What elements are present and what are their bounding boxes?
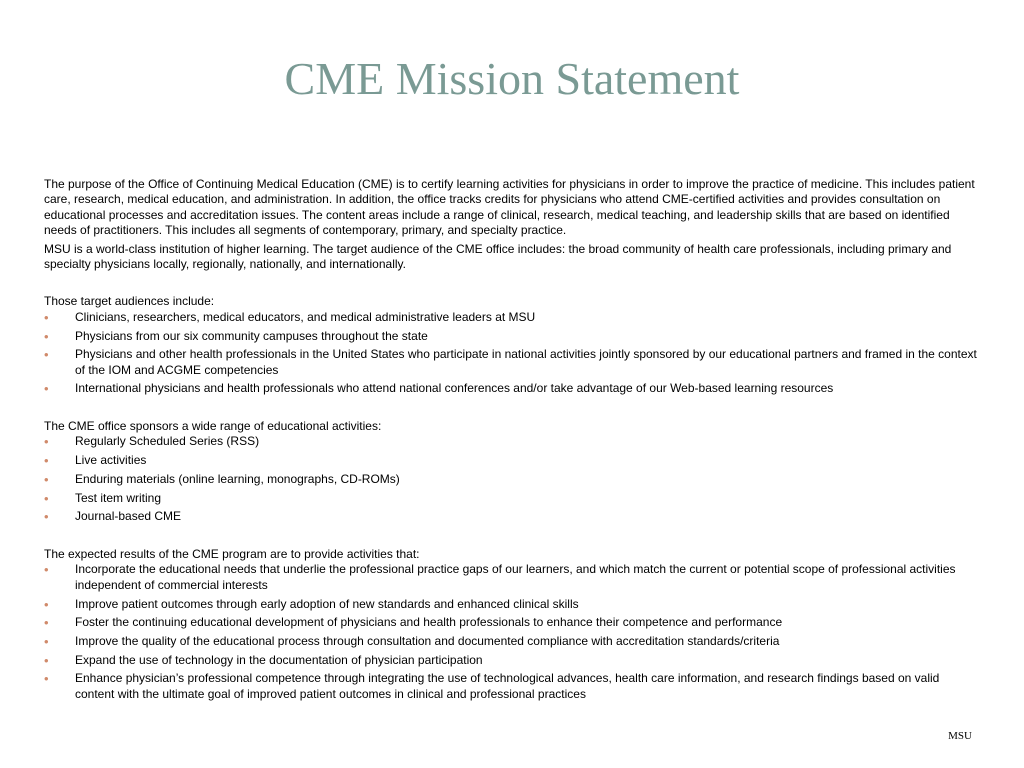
bullet-icon: • [44, 596, 49, 612]
bullet-icon: • [44, 347, 49, 363]
list-item-text: Clinicians, researchers, medical educators, and medical administrative leaders at MSU [75, 309, 536, 324]
bullet-icon: • [44, 652, 49, 668]
list-item [44, 615, 979, 630]
list-item [44, 453, 979, 468]
list-item-text: Live activities [75, 453, 147, 468]
list-item-text: Physicians from our six community campuses throughout the state [75, 328, 428, 343]
list-item-text: Test item writing [75, 490, 162, 505]
list-item [44, 562, 979, 593]
list-item [44, 597, 979, 612]
bullet-icon: • [44, 615, 49, 631]
list-item-text: Journal-based CME [75, 509, 182, 524]
audiences-intro: Those target audiences include: [44, 294, 215, 309]
list-item [44, 509, 979, 524]
list-item [44, 347, 979, 378]
bullet-icon: • [44, 490, 49, 506]
bullet-icon: • [44, 633, 49, 649]
list-item-text: Enduring materials (online learning, monographs, CD-ROMs) [75, 471, 400, 486]
activities-intro: The CME office sponsors a wide range of educational activities: [44, 419, 382, 434]
footer-label: MSU [948, 730, 972, 742]
bullet-icon: • [44, 434, 49, 450]
list-item [44, 310, 979, 325]
bullet-icon: • [44, 381, 49, 397]
list-item-text: Expand the use of technology in the documentation of physician participation [75, 652, 483, 667]
list-item [44, 653, 979, 668]
list-item [44, 329, 979, 344]
purpose-paragraph: The purpose of the Office of Continuing Medical Education (CME) is to certify learning activities for physicians in order to improve the practice of medicine. This includes patient care, research, medical education, and administration. In addition, the office tracks credits for physicians who attend CME-certified activities and provides consultation on educational processes and accreditation issues. The content areas include a range of clinical, research, medical teaching, and leadership skills that are based on identified needs of practitioners. This includes all segments of contemporary, primary, and specialty practice. [44, 177, 975, 238]
slide-body [44, 177, 979, 705]
audience-paragraph: MSU is a world-class institution of higher learning. The target audience of the CME office includes: the broad community of health care professionals, including primary and specialty physicians locally, regionally, nationally, and internationally. [44, 241, 952, 272]
bullet-icon: • [44, 328, 49, 344]
list-item [44, 434, 979, 449]
audiences-list [44, 310, 979, 397]
bullet-icon: • [44, 509, 49, 525]
activities-list [44, 434, 979, 524]
list-item [44, 671, 979, 702]
list-item-text: Improve the quality of the educational process through consultation and documented compliance with accreditation standards/criteria [75, 633, 780, 648]
list-item-text: Foster the continuing educational development of physicians and health professionals to enhance their competence and performance [75, 615, 783, 630]
results-list [44, 562, 979, 702]
bullet-icon: • [44, 453, 49, 469]
list-item [44, 634, 979, 649]
list-item-text: Regularly Scheduled Series (RSS) [75, 434, 260, 449]
list-item [44, 491, 979, 506]
list-item-text: Enhance physician’s professional competence through integrating the use of technological advances, health care information, and research findings based on valid content with the ultimate goal of improved patient outcomes in clinical and professional practices [75, 671, 940, 701]
bullet-icon: • [44, 471, 49, 487]
list-item [44, 381, 979, 396]
list-item [44, 472, 979, 487]
list-item-text: Physicians and other health professionals in the United States who participate in national activities jointly sponsored by our educational partners and framed in the context of the IOM and ACGME competencies [75, 347, 977, 377]
bullet-icon: • [44, 562, 49, 578]
slide-title: CME Mission Statement [284, 53, 740, 104]
bullet-icon: • [44, 671, 49, 687]
list-item-text: International physicians and health professionals who attend national conferences and/or take advantage of our Web-based learning resources [75, 381, 834, 396]
bullet-icon: • [44, 309, 49, 325]
results-intro: The expected results of the CME program are to provide activities that: [44, 546, 420, 561]
list-item-text: Incorporate the educational needs that underlie the professional practice gaps of our learners, and which match the current or potential scope of professional activities independent of commercial interests [75, 562, 956, 592]
list-item-text: Improve patient outcomes through early adoption of new standards and enhanced clinical skills [75, 596, 579, 611]
